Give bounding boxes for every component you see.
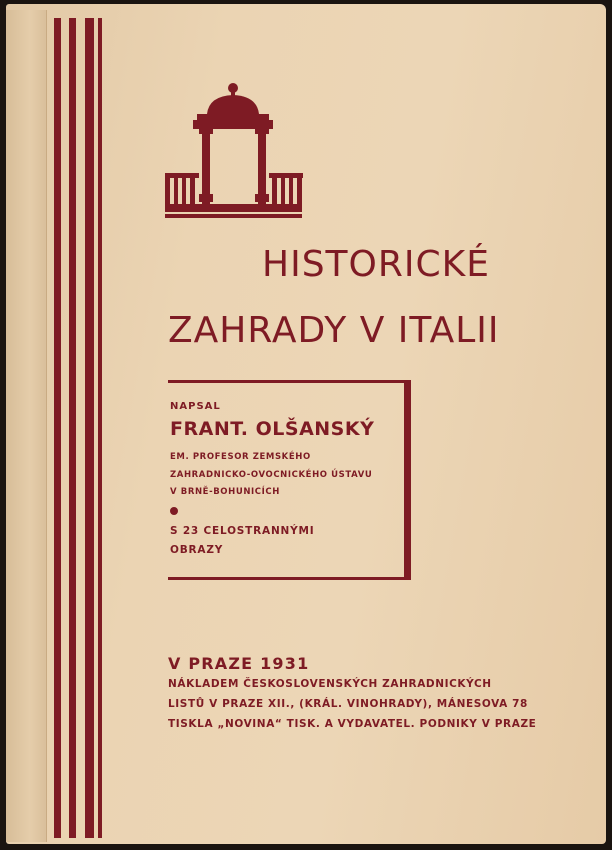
pavilion-gazebo-icon <box>165 82 305 222</box>
title-line-1: HISTORICKÉ <box>262 244 490 285</box>
author-label: NAPSAL <box>170 401 221 412</box>
title-line-2: ZAHRADY V ITALII <box>168 310 500 351</box>
place-year: V PRAZE 1931 <box>168 654 310 673</box>
illustrations-note: OBRAZY <box>170 544 224 556</box>
decorative-stripe <box>69 18 76 838</box>
decorative-stripe <box>98 18 102 838</box>
cover-left-edge <box>6 10 47 842</box>
author-credential: ZAHRADNICKO-OVOCNICKÉHO ÚSTAVU <box>170 470 373 480</box>
publisher-line: LISTŮ V PRAZE XII., (KRÁL. VINOHRADY), MÁNESOVA 78 <box>168 698 528 710</box>
decorative-stripe <box>85 18 94 838</box>
author-name: FRANT. OLŠANSKÝ <box>170 418 375 440</box>
bullet-dot <box>170 507 178 515</box>
author-credential: V BRNĚ-BOHUNICÍCH <box>170 487 280 497</box>
publisher-line: NÁKLADEM ČESKOSLOVENSKÝCH ZAHRADNICKÝCH <box>168 678 492 690</box>
illustrations-note: S 23 CELOSTRANNÝMI <box>170 525 315 537</box>
publisher-line: TISKLA „NOVINA“ TISK. A VYDAVATEL. PODNIKY V PRAZE <box>168 718 537 730</box>
author-credential: EM. PROFESOR ZEMSKÉHO <box>170 452 311 462</box>
decorative-stripe <box>54 18 61 838</box>
